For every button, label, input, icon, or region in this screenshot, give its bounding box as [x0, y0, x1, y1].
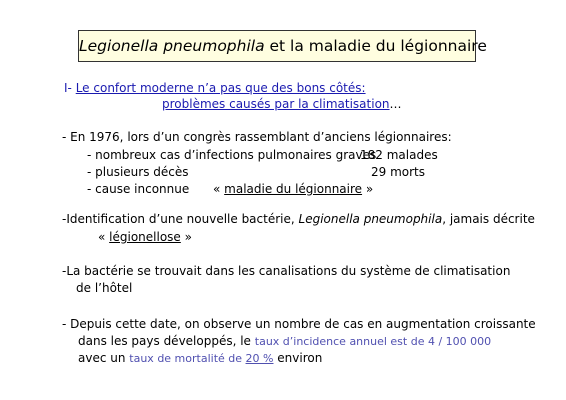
stats-line2-prefix: dans les pays développés, le — [78, 334, 255, 348]
history-item-label: - plusieurs décès — [87, 165, 189, 179]
stats-line1: - Depuis cette date, on observe un nombre de cas en augmentation croissante — [62, 317, 536, 331]
stats-line2 — [78, 334, 491, 349]
title-rest: et la maladie du légionnaire — [264, 37, 487, 55]
history-item-value: 182 malades — [360, 148, 438, 162]
location-line2: de l’hôtel — [76, 281, 133, 295]
history-item-label: - nombreux cas d’infections pulmonaires graves — [87, 148, 377, 162]
incidence-rate: taux d’incidence annuel est de 4 / 100 000 — [254, 335, 492, 348]
section-heading-text1: Le confort moderne n’a pas que des bons côtés: — [75, 81, 366, 95]
mortality-label: taux de mortalité de — [129, 352, 246, 365]
identification-species: Legionella pneumophila — [298, 212, 443, 226]
quote-close: » — [184, 230, 192, 244]
section-heading-line1 — [64, 81, 366, 96]
history-intro: - En 1976, lors d’un congrès rassemblant d’anciens légionnaires: — [62, 130, 452, 144]
section-number: I- — [64, 81, 72, 95]
legionellose-term: légionellose — [109, 230, 181, 244]
slide-title — [78, 30, 487, 62]
disease-name: maladie du légionnaire — [224, 182, 363, 196]
quote-open: « — [213, 182, 221, 196]
location-line1: -La bactérie se trouvait dans les canalisations du système de climatisation — [62, 264, 511, 278]
title-species: Legionella pneumophila — [79, 37, 265, 55]
quote-close: » — [365, 182, 374, 196]
disease-name-quote — [213, 182, 373, 197]
stats-line3 — [78, 351, 322, 366]
identification-suffix: , jamais décrite — [442, 212, 535, 226]
quote-open: « — [98, 230, 106, 244]
history-item-label: - cause inconnue — [87, 182, 190, 196]
stats-line3-prefix: avec un — [78, 351, 130, 365]
history-item-value: 29 morts — [371, 165, 426, 179]
mortality-value: 20 % — [245, 352, 274, 365]
identification-line — [62, 212, 535, 227]
identification-prefix: -Identification d’une nouvelle bactérie, — [62, 212, 299, 226]
identification-term-line — [98, 230, 192, 245]
section-heading-text2: problèmes causés par la climatisation — [162, 97, 390, 111]
section-heading-line2 — [162, 97, 402, 112]
section-ellipsis: … — [389, 97, 402, 111]
stats-line3-suffix: environ — [273, 351, 323, 365]
